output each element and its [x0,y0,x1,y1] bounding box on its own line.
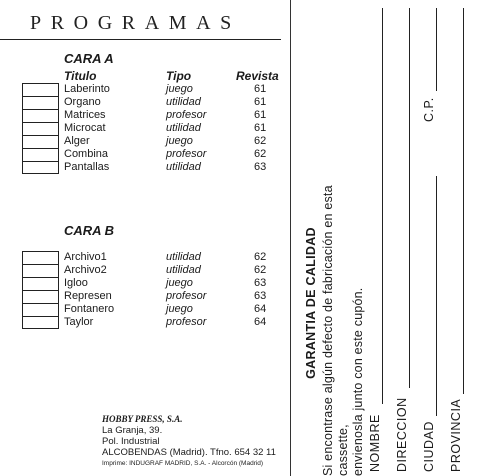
ciudad-label: CIUDAD [422,421,436,472]
program-row [22,303,272,316]
program-name: Combina [64,148,109,160]
publisher-address-line: ALCOBENDAS (Madrid). Tfno. 654 32 11 [102,447,276,458]
coupon-divider [290,0,291,476]
program-name: Archivo2 [64,264,107,276]
direccion-field[interactable] [409,8,410,388]
checkbox[interactable] [22,96,59,109]
checkbox[interactable] [22,303,59,316]
checkbox[interactable] [22,264,59,277]
checkbox[interactable] [22,161,59,174]
program-type: juego [166,303,193,315]
checkbox[interactable] [22,316,59,329]
program-row [22,122,272,135]
guarantee-text-line: envienosla junto con este cupón. [351,287,365,476]
program-row [22,161,272,174]
checkbox[interactable] [22,135,59,148]
checkbox[interactable] [22,277,59,290]
program-issue: 62 [254,251,267,263]
checkbox[interactable] [22,83,59,96]
program-issue: 64 [254,303,267,315]
program-issue: 62 [254,148,267,160]
program-issue: 63 [254,290,267,302]
guarantee-text [321,130,366,476]
program-issue: 62 [254,135,267,147]
program-name: Igloo [64,277,88,289]
publisher-name: HOBBY PRESS, S.A. [102,414,183,424]
program-name: Archivo1 [64,251,107,263]
program-issue: 64 [254,316,267,328]
program-type: utilidad [166,122,201,134]
checkbox[interactable] [22,122,59,135]
program-type: utilidad [166,264,201,276]
side-a-label: CARA A [64,51,114,66]
title-rule [0,39,281,40]
side-b-program-list [22,251,272,329]
program-row [22,277,272,290]
program-name: Organo [64,96,101,108]
program-issue: 61 [254,122,267,134]
guarantee-coupon [300,0,480,476]
guarantee-text-line: Si encontrase algún defecto de fabricación en esta cassette, [321,185,350,476]
program-issue: 62 [254,264,267,276]
program-row [22,96,272,109]
cp-field[interactable] [436,8,437,91]
checkbox[interactable] [22,290,59,303]
guarantee-title: GARANTIA DE CALIDAD [304,227,318,379]
program-type: profesor [166,109,207,121]
program-issue: 63 [254,161,267,173]
program-type: juego [166,135,193,147]
program-type: utilidad [166,96,201,108]
program-row [22,109,272,122]
program-name: Matrices [64,109,106,121]
program-name: Fontanero [64,303,115,315]
program-name: Taylor [64,316,94,328]
column-header-titulo: Titulo [64,69,97,83]
program-row [22,83,272,96]
program-type: utilidad [166,161,201,173]
nombre-field[interactable] [382,8,383,404]
program-row [22,316,272,329]
program-row [22,251,272,264]
provincia-field[interactable] [463,8,464,394]
side-b-label: CARA B [64,223,115,238]
publisher-address-line: La Granja, 39. [102,425,163,436]
program-name: Represen [64,290,112,302]
program-name: Alger [64,135,90,147]
program-type: profesor [166,316,207,328]
cp-label: C.P. [422,97,436,122]
checkbox[interactable] [22,148,59,161]
side-a-program-list [22,83,272,174]
column-header-tipo: Tipo [166,69,192,83]
checkbox[interactable] [22,251,59,264]
program-type: utilidad [166,251,201,263]
program-issue: 61 [254,96,267,108]
column-header-revista: Revista [236,69,279,83]
program-name: Pantallas [64,161,110,173]
program-type: profesor [166,148,207,160]
printer-credit: Imprime: INDUGRAF MADRID, S.A. - Alcorcón (Madrid) [102,460,264,467]
checkbox[interactable] [22,109,59,122]
program-name: Laberinto [64,83,110,95]
program-type: profesor [166,290,207,302]
program-row [22,135,272,148]
program-issue: 61 [254,109,267,121]
nombre-label: NOMBRE [368,414,382,472]
program-row [22,290,272,303]
direccion-label: DIRECCION [395,397,409,472]
ciudad-field[interactable] [436,176,437,416]
program-name: Microcat [64,122,106,134]
program-type: juego [166,83,193,95]
provincia-label: PROVINCIA [449,398,463,472]
program-issue: 63 [254,277,267,289]
publisher-info [102,414,276,469]
program-row [22,148,272,161]
publisher-address-line: Pol. Industrial [102,436,160,447]
page-title: PROGRAMAS [30,12,241,34]
program-row [22,264,272,277]
program-type: juego [166,277,193,289]
program-issue: 61 [254,83,267,95]
